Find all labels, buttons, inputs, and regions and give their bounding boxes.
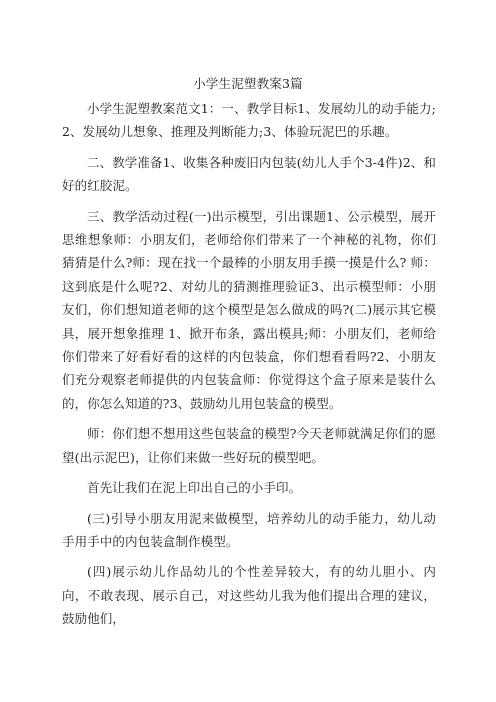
document-title: 小学生泥塑教案3篇 bbox=[193, 76, 303, 91]
paragraph-teacher-prompt: 师：你们想不想用这些包装盒的模型?今天老师就满足你们的愿望(出示泥巴)，让你们来做一些好玩的模型吧。 bbox=[62, 426, 436, 465]
paragraph-activity-process: 三、教学活动过程(一)出示模型，引出课题1、公示模型，展开思维想象师：小朋友们，老师给你们带来了一个神秘的礼物，你们猜猜是什么?师：现在找一个最棒的小朋友用手摸一摸是什么? 师：这到底是什么呢?2、对幼儿的猜测推理验证3、出示模型师：小朋友们，你们想知道老师的这个模型是怎么做成的吗?(二)展示其它模具，展开想象推理 1、掀开布条，露出模具;师：小朋友们，老师给你们带来了好看好看的这样的内包装盒，你们想看看吗?2、小朋友们充分观察老师提供的内包装盒师：你觉得这个盒子原来是装什么的，你怎么知道的?3、鼓励幼儿用包装盒的模型。 bbox=[62, 208, 436, 411]
paragraph-preparation: 二、教学准备1、收集各种废旧内包装(幼儿人手个3-4件)2、和好的红胶泥。 bbox=[62, 154, 436, 194]
paragraph-showcase: (四)展示幼儿作品幼儿的个性差异较大，有的幼儿胆小、内向，不敢表现、展示自己，对这些幼儿我为他们提出合理的建议，鼓励他们， bbox=[62, 564, 436, 627]
paragraph-handprint: 首先让我们在泥上印出自己的小手印。 bbox=[87, 480, 302, 496]
paragraph-objectives: 小学生泥塑教案范文1：一、教学目标1、发展幼儿的动手能力;2、发展幼儿想象、推理及判断能力;3、体验玩泥巴的乐趣。 bbox=[62, 101, 436, 140]
paragraph-guide-modeling: (三)引导小朋友用泥来做模型，培养幼儿的动手能力，幼儿动手用手中的内包装盒制作模型。 bbox=[62, 510, 436, 549]
document-body bbox=[62, 97, 436, 638]
